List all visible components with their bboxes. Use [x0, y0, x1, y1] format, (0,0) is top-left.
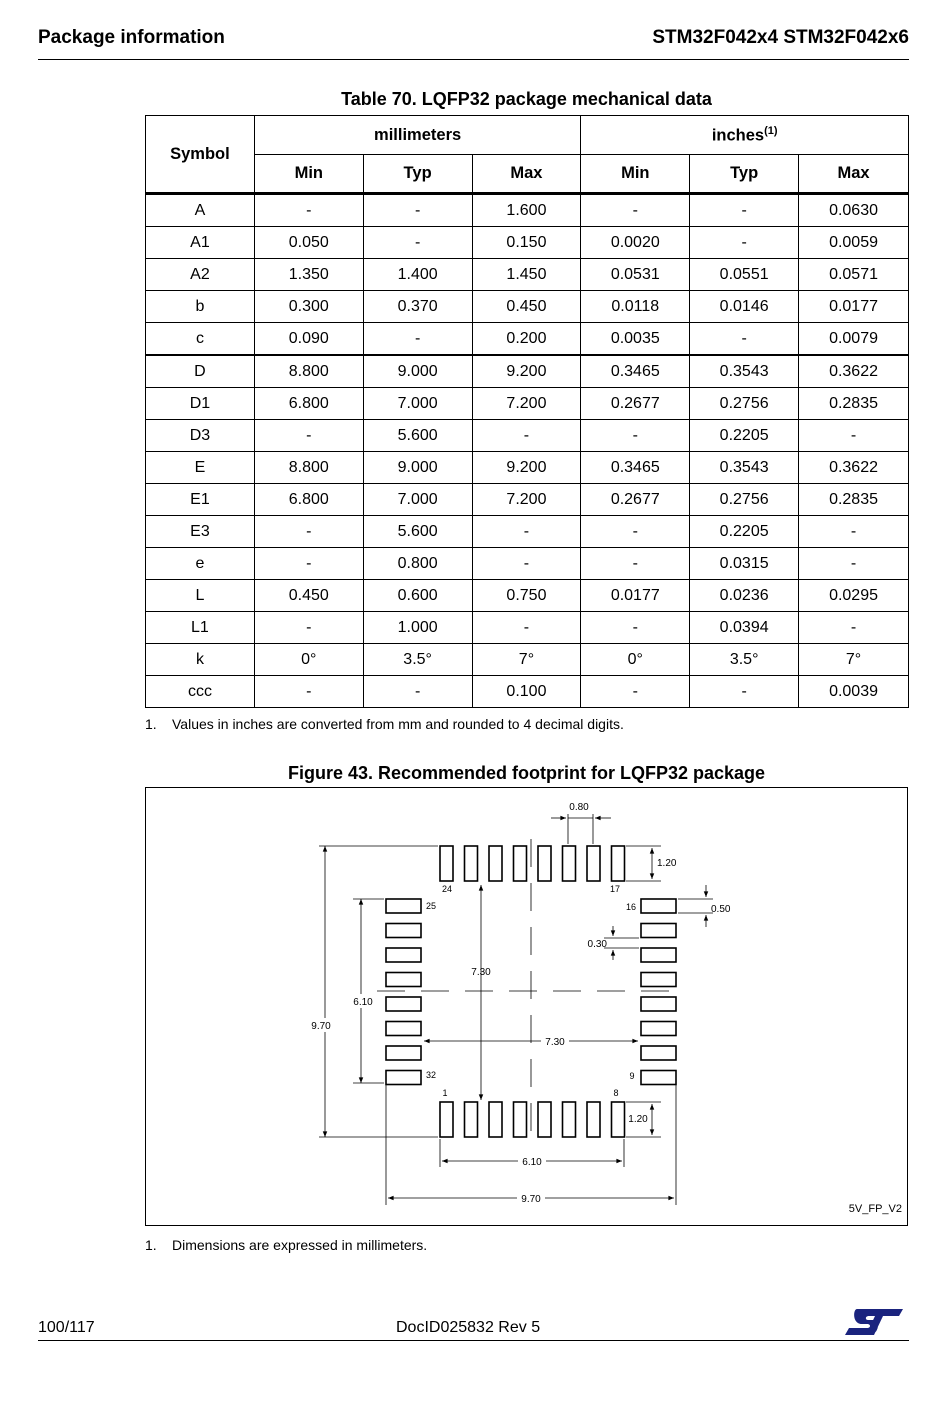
value-cell: 7° — [472, 644, 581, 676]
value-cell: 0° — [254, 644, 363, 676]
left-pad — [386, 1046, 421, 1060]
value-cell: 0.450 — [472, 291, 581, 323]
value-cell: - — [581, 194, 690, 227]
value-cell: - — [799, 612, 909, 644]
value-cell: - — [690, 676, 799, 708]
value-cell: 0.0039 — [799, 676, 909, 708]
value-cell: 1.450 — [472, 259, 581, 291]
value-cell: - — [581, 420, 690, 452]
table-row — [146, 259, 909, 291]
left-pad — [386, 924, 421, 938]
pin-label-p32: 32 — [425, 1070, 437, 1080]
right-pad — [641, 899, 676, 913]
value-cell: 0.2756 — [690, 484, 799, 516]
left-pad — [386, 997, 421, 1011]
figure-title: Figure 43. Recommended footprint for LQFP32 package — [287, 763, 766, 783]
value-cell: 9.200 — [472, 452, 581, 484]
top-pad — [489, 846, 502, 881]
table-row — [146, 612, 909, 644]
table-row — [146, 194, 909, 227]
pitch-label: 0.80 — [569, 802, 589, 813]
pin-label-p16: 16 — [625, 902, 637, 912]
value-cell: 0.2835 — [799, 484, 909, 516]
value-cell: 9.200 — [472, 355, 581, 388]
value-cell: 0.3622 — [799, 355, 909, 388]
left-pad — [386, 1071, 421, 1085]
table-row — [146, 644, 909, 676]
figure-code: 5V_FP_V2 — [848, 1203, 902, 1215]
value-cell: 0.0035 — [581, 323, 690, 356]
symbol-cell: E1 — [146, 484, 255, 516]
value-cell: 0.0079 — [799, 323, 909, 356]
symbol-cell: D3 — [146, 420, 255, 452]
value-cell: 7.000 — [363, 388, 472, 420]
table-row — [146, 291, 909, 323]
bottom-pad — [440, 1102, 453, 1137]
value-cell: 0.300 — [254, 291, 363, 323]
value-cell: 6.800 — [254, 484, 363, 516]
value-cell: 1.600 — [472, 194, 581, 227]
value-cell: 0.0571 — [799, 259, 909, 291]
value-cell: 0.0146 — [690, 291, 799, 323]
top-pad — [465, 846, 478, 881]
pin-label-p1: 1 — [442, 1088, 448, 1098]
value-cell: 0.2756 — [690, 388, 799, 420]
value-cell: 9.000 — [363, 355, 472, 388]
value-cell: - — [254, 548, 363, 580]
outer-bottom-label: 9.70 — [521, 1194, 541, 1205]
value-cell: 7.000 — [363, 484, 472, 516]
right-pad — [641, 948, 676, 962]
symbol-cell: b — [146, 291, 255, 323]
symbol-cell: A1 — [146, 227, 255, 259]
value-cell: 0.750 — [472, 580, 581, 612]
right-pad — [641, 1046, 676, 1060]
span-left-label: 6.10 — [353, 997, 373, 1008]
table-row — [146, 548, 909, 580]
symbol-cell: e — [146, 548, 255, 580]
footnote-text: Values in inches are converted from mm and rounded to 4 decimal digits. — [172, 716, 624, 732]
pad-length-bottom-label: 1.20 — [628, 1114, 648, 1125]
value-cell: 0.600 — [363, 580, 472, 612]
page-header — [38, 25, 909, 60]
table-row — [146, 452, 909, 484]
value-cell: - — [581, 548, 690, 580]
value-cell: 0.800 — [363, 548, 472, 580]
mm-max-header: Max — [472, 155, 581, 194]
value-cell: 0.0394 — [690, 612, 799, 644]
value-cell: - — [363, 323, 472, 356]
table-footnote — [145, 716, 624, 732]
figure-footnote-number: 1. — [145, 1237, 157, 1253]
value-cell: 3.5° — [363, 644, 472, 676]
value-cell: 0.3543 — [690, 355, 799, 388]
page-footer — [38, 1319, 909, 1341]
bottom-pad — [587, 1102, 600, 1137]
table-row — [146, 516, 909, 548]
value-cell: 0.0551 — [690, 259, 799, 291]
footnote-ref: (1) — [764, 124, 778, 137]
top-pad — [538, 846, 551, 881]
value-cell: 7.200 — [472, 484, 581, 516]
page-number: 100/117 — [38, 1319, 95, 1336]
pin-label-p9: 9 — [629, 1071, 635, 1081]
symbol-cell: D1 — [146, 388, 255, 420]
symbol-cell: D — [146, 355, 255, 388]
top-pad — [587, 846, 600, 881]
symbol-cell: L1 — [146, 612, 255, 644]
table-row — [146, 388, 909, 420]
right-pad — [641, 1022, 676, 1036]
right-pad — [641, 1071, 676, 1085]
value-cell: - — [363, 227, 472, 259]
value-cell: - — [581, 676, 690, 708]
value-cell: 0.370 — [363, 291, 472, 323]
value-cell: - — [472, 548, 581, 580]
value-cell: 5.600 — [363, 516, 472, 548]
value-cell: - — [254, 420, 363, 452]
value-cell: 0.3543 — [690, 452, 799, 484]
left-pad — [386, 899, 421, 913]
value-cell: 0.2677 — [581, 388, 690, 420]
value-cell: - — [254, 612, 363, 644]
value-cell: - — [254, 516, 363, 548]
value-cell: 0.0177 — [581, 580, 690, 612]
bottom-pad — [538, 1102, 551, 1137]
bottom-pad — [563, 1102, 576, 1137]
document-id: DocID025832 Rev 5 — [396, 1319, 541, 1336]
symbol-cell: c — [146, 323, 255, 356]
right-pad — [641, 973, 676, 987]
value-cell: 0.0177 — [799, 291, 909, 323]
inches-header-label: inches — [711, 126, 765, 145]
pin-label-p8: 8 — [613, 1088, 619, 1098]
table-title: Table 70. LQFP32 package mechanical data — [341, 89, 712, 109]
bottom-pad — [489, 1102, 502, 1137]
value-cell: 0.3465 — [581, 452, 690, 484]
value-cell: 0.2205 — [690, 516, 799, 548]
in-min-header: Min — [581, 155, 690, 194]
value-cell: - — [690, 194, 799, 227]
inner-vertical-label: 7.30 — [471, 967, 491, 978]
value-cell: - — [254, 194, 363, 227]
value-cell: 3.5° — [690, 644, 799, 676]
value-cell: - — [363, 676, 472, 708]
value-cell: 0.0630 — [799, 194, 909, 227]
right-pad — [641, 924, 676, 938]
pin-label-p17: 17 — [609, 884, 621, 894]
right-pad — [641, 997, 676, 1011]
value-cell: 0.090 — [254, 323, 363, 356]
pad-length-top-label: 1.20 — [657, 858, 677, 869]
value-cell: - — [799, 420, 909, 452]
value-cell: - — [581, 612, 690, 644]
pin-label-p25: 25 — [425, 901, 437, 911]
figure-footnote — [145, 1237, 427, 1253]
millimeters-header: millimeters — [254, 116, 580, 155]
value-cell: - — [472, 420, 581, 452]
value-cell: 8.800 — [254, 452, 363, 484]
span-bottom-label: 6.10 — [522, 1157, 542, 1168]
bottom-pad — [514, 1102, 527, 1137]
value-cell: 0° — [581, 644, 690, 676]
value-cell: - — [472, 516, 581, 548]
value-cell: 0.3465 — [581, 355, 690, 388]
value-cell: - — [799, 548, 909, 580]
bottom-pad — [465, 1102, 478, 1137]
left-pad — [386, 948, 421, 962]
value-cell: 1.350 — [254, 259, 363, 291]
footnote-number: 1. — [145, 716, 157, 732]
value-cell: 0.150 — [472, 227, 581, 259]
mm-typ-header: Typ — [363, 155, 472, 194]
top-pad — [612, 846, 625, 881]
value-cell: - — [363, 194, 472, 227]
st-logo-icon — [843, 1307, 905, 1342]
table-row — [146, 580, 909, 612]
left-pad — [386, 1022, 421, 1036]
top-pad — [440, 846, 453, 881]
symbol-cell: E3 — [146, 516, 255, 548]
bottom-pad — [612, 1102, 625, 1137]
value-cell: 7.200 — [472, 388, 581, 420]
footprint-drawing — [146, 788, 909, 1227]
value-cell: 0.200 — [472, 323, 581, 356]
value-cell: - — [581, 516, 690, 548]
value-cell: 0.3622 — [799, 452, 909, 484]
section-title: Package information — [38, 27, 225, 48]
value-cell: - — [472, 612, 581, 644]
value-cell: 5.600 — [363, 420, 472, 452]
pad-gap-label: 0.30 — [587, 939, 607, 950]
figure-footnote-text: Dimensions are expressed in millimeters. — [172, 1237, 428, 1253]
value-cell: 0.0531 — [581, 259, 690, 291]
symbol-cell: A — [146, 194, 255, 227]
value-cell: 1.000 — [363, 612, 472, 644]
value-cell: 1.400 — [363, 259, 472, 291]
value-cell: - — [254, 676, 363, 708]
value-cell: 0.050 — [254, 227, 363, 259]
symbol-cell: ccc — [146, 676, 255, 708]
inches-header — [581, 116, 909, 155]
mechanical-data-table — [145, 115, 909, 708]
product-name: STM32F042x4 STM32F042x6 — [652, 27, 909, 48]
value-cell: 0.0020 — [581, 227, 690, 259]
table-row — [146, 323, 909, 356]
symbol-cell: E — [146, 452, 255, 484]
value-cell: 7° — [799, 644, 909, 676]
value-cell: 0.2835 — [799, 388, 909, 420]
table-row — [146, 420, 909, 452]
mm-min-header: Min — [254, 155, 363, 194]
top-pad — [514, 846, 527, 881]
table-row — [146, 484, 909, 516]
pad-width-label: 0.50 — [711, 904, 731, 915]
value-cell: 0.0118 — [581, 291, 690, 323]
value-cell: 0.100 — [472, 676, 581, 708]
top-pad — [563, 846, 576, 881]
value-cell: - — [799, 516, 909, 548]
symbol-cell: L — [146, 580, 255, 612]
value-cell: 8.800 — [254, 355, 363, 388]
symbol-cell: A2 — [146, 259, 255, 291]
value-cell: 6.800 — [254, 388, 363, 420]
in-max-header: Max — [799, 155, 909, 194]
value-cell: - — [690, 227, 799, 259]
value-cell: 0.0315 — [690, 548, 799, 580]
value-cell: 0.0059 — [799, 227, 909, 259]
value-cell: 0.0236 — [690, 580, 799, 612]
value-cell: 0.2677 — [581, 484, 690, 516]
value-cell: 0.450 — [254, 580, 363, 612]
symbol-cell: k — [146, 644, 255, 676]
footprint-figure — [145, 787, 908, 1226]
value-cell: 0.0295 — [799, 580, 909, 612]
table-row — [146, 355, 909, 388]
symbol-header: Symbol — [146, 116, 255, 194]
table-row — [146, 227, 909, 259]
value-cell: 9.000 — [363, 452, 472, 484]
table-row — [146, 676, 909, 708]
left-pad — [386, 973, 421, 987]
inner-horizontal-label: 7.30 — [545, 1037, 565, 1048]
in-typ-header: Typ — [690, 155, 799, 194]
outer-left-label: 9.70 — [311, 1021, 331, 1032]
value-cell: 0.2205 — [690, 420, 799, 452]
pin-label-p24: 24 — [441, 884, 453, 894]
value-cell: - — [690, 323, 799, 356]
